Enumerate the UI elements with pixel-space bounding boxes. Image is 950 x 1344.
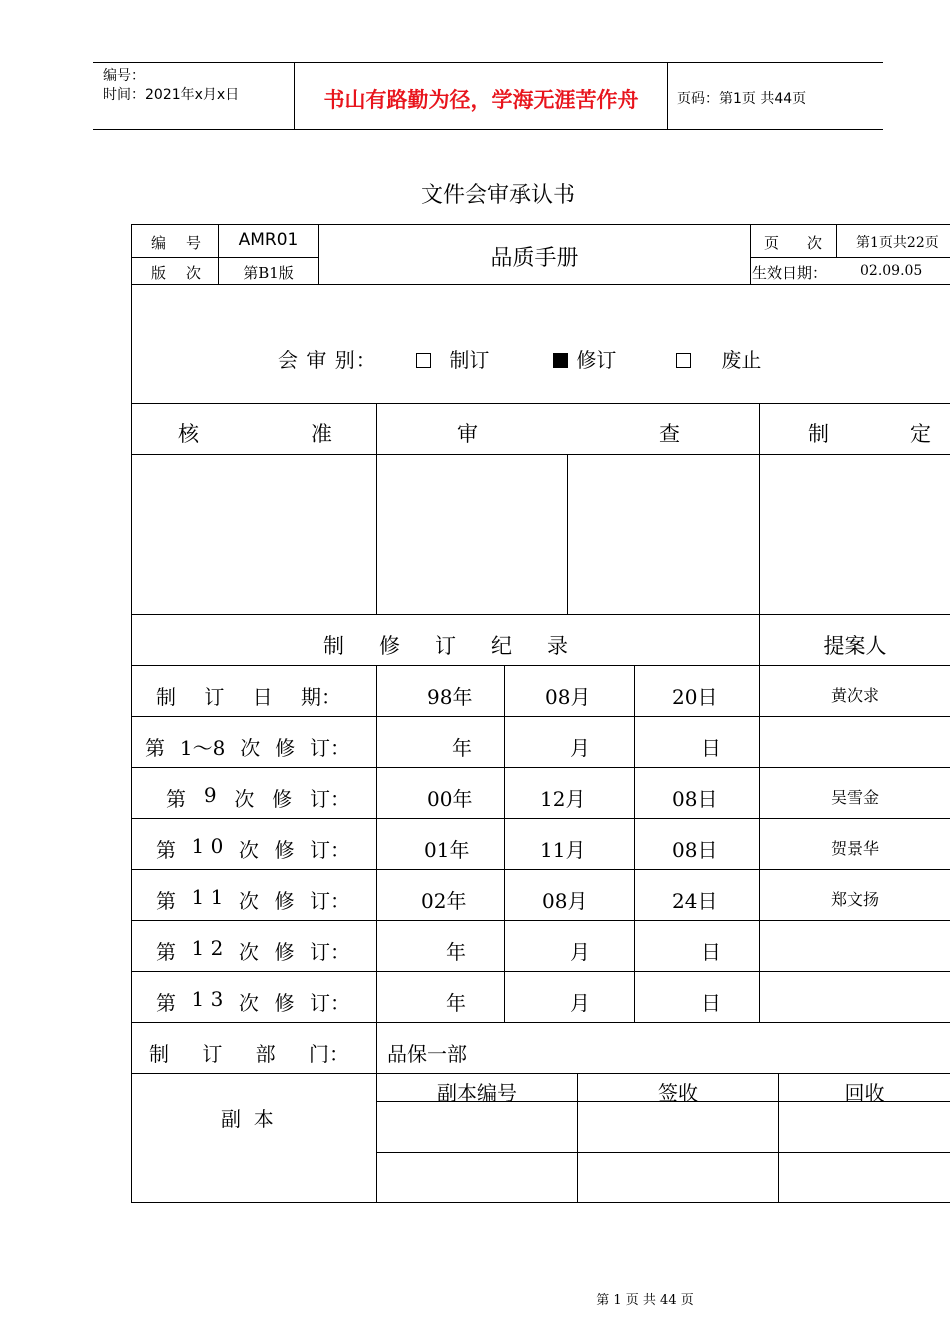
record-year: 年 (446, 940, 466, 964)
record-month: 08月 (545, 685, 591, 709)
record-day: 日 (701, 736, 721, 760)
record-month: 11月 (540, 838, 586, 862)
dept-value: 品保一部 (387, 1042, 467, 1066)
record-label: 第 1 0 次 修 订： (156, 834, 350, 862)
check-header: 审 查 (457, 422, 680, 446)
review-label: 会 审 别： (278, 348, 377, 372)
page-value: 第1页共22页 (856, 235, 939, 251)
header-top-rule (93, 62, 883, 63)
record-year: 年 (452, 736, 472, 760)
header-motto: 书山有路勤为径，学海无涯苦作舟 (323, 87, 639, 112)
page-footer: 第 1 页 共 44 页 (596, 1293, 694, 1308)
code-value: AMR01 (238, 230, 299, 250)
review-option-revise[interactable]: 修订 (553, 344, 616, 373)
record-label: 制 订 日 期： (156, 685, 341, 709)
header-page-info: 页码：第1页 共44页 (677, 91, 807, 107)
effective-label: 生效日期： (752, 264, 828, 282)
record-month: 月 (570, 991, 590, 1015)
records-header: 制 修 订 纪 录 (323, 634, 568, 658)
record-month: 月 (570, 940, 590, 964)
header-time-label: 时间：2021年x月x日 (103, 87, 240, 103)
record-day: 20日 (672, 685, 718, 709)
checkbox-unchecked-icon[interactable] (416, 353, 431, 368)
checkbox-unchecked-icon[interactable] (676, 353, 691, 368)
dept-label: 制 订 部 门： (149, 1042, 349, 1066)
header-divider (667, 62, 668, 130)
proposer-header: 提案人 (823, 634, 887, 658)
record-year: 00年 (427, 787, 473, 811)
review-option-create[interactable]: 制订 (416, 344, 489, 373)
doc-title: 文件会审承认书 (420, 183, 575, 208)
record-year: 02年 (421, 889, 467, 913)
record-proposer: 贺景华 (830, 839, 879, 858)
copy-number-header: 副本编号 (437, 1081, 517, 1105)
copy-signed-header: 签收 (658, 1081, 698, 1105)
code-label: 编 号 (151, 234, 201, 252)
record-month: 12月 (540, 787, 586, 811)
record-day: 24日 (672, 889, 718, 913)
version-value: 第B1版 (243, 264, 294, 282)
record-year: 年 (446, 991, 466, 1015)
record-month: 08月 (542, 889, 588, 913)
record-month: 月 (570, 736, 590, 760)
record-label: 第 1 1 次 修 订： (156, 885, 350, 913)
record-label: 第 9 次 修 订： (166, 783, 350, 811)
copy-label: 副 本 (221, 1107, 274, 1131)
header-number-label: 编号： (103, 68, 145, 84)
record-day: 日 (701, 940, 721, 964)
record-proposer: 黄次求 (830, 686, 879, 705)
record-year: 98年 (427, 685, 473, 709)
record-day: 08日 (672, 838, 718, 862)
record-label: 第 1 2 次 修 订： (156, 936, 350, 964)
approve-header: 核 准 (178, 422, 332, 446)
record-year: 01年 (424, 838, 470, 862)
record-proposer: 郑文扬 (830, 890, 879, 909)
review-option-abolish[interactable]: 废止 (676, 344, 761, 373)
record-proposer: 吴雪金 (830, 788, 879, 807)
copy-returned-header: 回收 (844, 1081, 885, 1105)
record-day: 日 (701, 991, 721, 1015)
effective-value: 02.09.05 (860, 263, 923, 279)
record-day: 08日 (672, 787, 718, 811)
record-label: 第 1 3 次 修 订： (156, 987, 350, 1015)
version-label: 版 次 (151, 264, 201, 282)
record-label: 第 1～8 次 修 订： (145, 736, 350, 760)
header-bottom-rule (93, 129, 883, 130)
page-label: 页 次 (764, 234, 822, 252)
make-header: 制 定 (808, 422, 931, 446)
manual-title: 品质手册 (490, 246, 579, 271)
checkbox-checked-icon[interactable] (553, 353, 568, 368)
